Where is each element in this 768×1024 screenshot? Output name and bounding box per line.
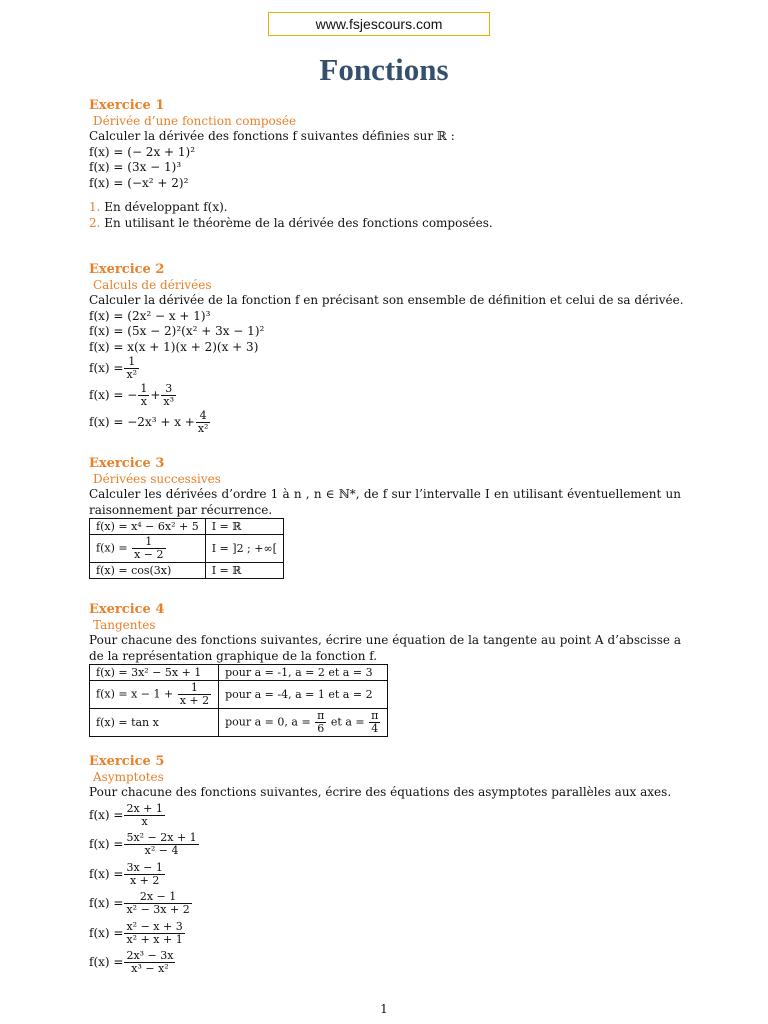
function-line: f(x) = $\frac{\text{2x³ − 3x}}{\text{x³ − x²}}$	[89, 949, 174, 976]
exercise-4-title: Exercice 4	[89, 602, 165, 617]
exercise-2-title: Exercice 2	[89, 262, 165, 277]
functions-table	[89, 518, 284, 579]
table-cell: f(x) = 3x² − 5x + 1	[90, 665, 219, 681]
table-cell: I = ]2 ; +∞[	[205, 535, 283, 563]
fraction: $\frac{\pi}{6}$	[317, 709, 325, 735]
exercise-5-intro: Pour chacune des fonctions suivantes, écrire des équations des asymptotes parallèles aux axes.	[89, 785, 672, 799]
fraction: $\frac{1}{\text{x²}}$	[126, 355, 138, 381]
table-row	[90, 519, 284, 535]
fraction: $\frac{3}{\text{x³}}$	[163, 382, 174, 408]
function-line: f(x) = $\frac{\text{x² − x + 3}}{\text{x² + x + 1}}$	[89, 919, 183, 946]
exercise-4	[89, 602, 681, 737]
table-cell: f(x) = x⁴ − 6x² + 5	[90, 519, 206, 535]
function-line: f(x) = −2x³ + x + $\frac{4}{\text{x²}}$	[89, 409, 209, 435]
fraction: $\frac{\pi}{4}$	[371, 709, 379, 735]
exercise-2	[89, 262, 684, 436]
list-item: 1. En développant f(x).	[89, 200, 228, 214]
fraction: $\frac{4}{\text{x²}}$	[197, 409, 209, 435]
table-row	[90, 563, 284, 579]
table-cell: f(x) = tan x	[90, 709, 219, 737]
function-line: f(x) = $\frac{2x - 1}{\text{x² − 3x + 2}}$	[89, 890, 190, 917]
function-line: f(x) = $\frac{3x - 1}{x + 2}$	[89, 860, 163, 887]
exercise-1-subtitle: Dérivée d’une fonction composée	[93, 113, 297, 128]
exercise-3-subtitle: Dérivées successives	[93, 471, 221, 486]
fraction: $\frac{1}{x}$	[140, 382, 148, 408]
exercise-2-subtitle: Calculs de dérivées	[93, 277, 212, 292]
table-row	[90, 681, 388, 709]
table-cell: pour a = 0, a = $\frac{\pi}{6}$ et a = $\frac{\pi}{4}$	[219, 709, 388, 737]
function-line: f(x) = (2x² − x + 1)³	[89, 308, 211, 323]
list-item: 2. En utilisant le théorème de la dérivée des fonctions composées.	[89, 215, 493, 230]
exercise-4-intro: Pour chacune des fonctions suivantes, écrire une équation de la tangente au point A d’abscisse a de la représentation graphique de la fonction f.	[89, 633, 681, 663]
table-cell: f(x) = cos(3x)	[90, 563, 206, 579]
function-line: f(x) = $\frac{2x + 1}{x}$	[89, 801, 163, 828]
table-cell: I = ℝ	[205, 519, 283, 535]
exercise-1-intro: Calculer la dérivée des fonctions f suivantes définies sur ℝ :	[89, 129, 455, 143]
exercise-3-title: Exercice 3	[89, 456, 165, 471]
function-line: f(x) = (3x − 1)³	[89, 160, 182, 174]
exercise-5-title: Exercice 5	[89, 754, 165, 769]
fraction: $\frac{2x + 1}{x}$	[126, 801, 163, 828]
page-title: Fonctions	[319, 52, 449, 87]
table-row	[90, 535, 284, 563]
function-line: f(x) = (− 2x + 1)²	[89, 144, 196, 159]
exercise-1	[89, 98, 681, 231]
fraction: $\frac{2x - 1}{\text{x² − 3x + 2}}$	[126, 890, 190, 917]
function-line: f(x) = (−x² + 2)²	[89, 175, 189, 190]
exercise-5-subtitle: Asymptotes	[93, 769, 164, 784]
table-row	[90, 665, 388, 681]
exercise-5	[89, 754, 681, 978]
fraction: $\frac{\text{x² − x + 3}}{\text{x² + x + 1}}$	[126, 919, 183, 946]
function-line: f(x) = − $\frac{1}{x}$ + $\frac{3}{\text{x³}}$	[89, 382, 174, 408]
function-line: f(x) = (5x − 2)²(x² + 3x − 1)²	[89, 324, 265, 338]
table-cell: f(x) = x − 1 + $\frac{1}{x + 2}$	[90, 681, 219, 709]
fraction: $\frac{1}{x - 2}$	[134, 535, 164, 561]
fraction: $\frac{1}{x + 2}$	[179, 681, 210, 707]
fraction: $\frac{3x - 1}{x + 2}$	[126, 860, 163, 887]
exercise-3	[89, 456, 681, 579]
function-line: f(x) = $\frac{\text{5x² − 2x + 1}}{\text{x² − 4}}$	[89, 831, 197, 858]
function-line: f(x) = $\frac{1}{\text{x²}}$	[89, 355, 138, 381]
fraction: $\frac{\text{2x³ − 3x}}{\text{x³ − x²}}$	[126, 949, 174, 976]
tangents-table	[89, 664, 388, 737]
table-cell: pour a = -1, a = 2 et a = 3	[219, 665, 388, 681]
exercise-3-intro: Calculer les dérivées d’ordre 1 à n , n ∈ ℕ*, de f sur l’intervalle I en utilisant éventuellement un raisonnement par récurrence.	[89, 487, 681, 517]
table-row	[90, 709, 388, 737]
exercise-1-title: Exercice 1	[89, 98, 165, 113]
function-line: f(x) = x(x + 1)(x + 2)(x + 3)	[89, 339, 259, 354]
table-cell: pour a = -4, a = 1 et a = 2	[219, 681, 388, 709]
fraction: $\frac{\text{5x² − 2x + 1}}{\text{x² − 4}}$	[126, 831, 197, 858]
exercise-4-subtitle: Tangentes	[93, 617, 156, 632]
exercise-2-intro: Calculer la dérivée de la fonction f en précisant son ensemble de définition et celui de sa dérivée.	[89, 293, 684, 307]
site-url-box: www.fsjescours.com	[268, 12, 490, 36]
page-number: 1	[380, 1002, 388, 1016]
table-cell: I = ℝ	[205, 563, 283, 579]
table-cell: f(x) = $\frac{1}{x - 2}$	[90, 535, 206, 563]
